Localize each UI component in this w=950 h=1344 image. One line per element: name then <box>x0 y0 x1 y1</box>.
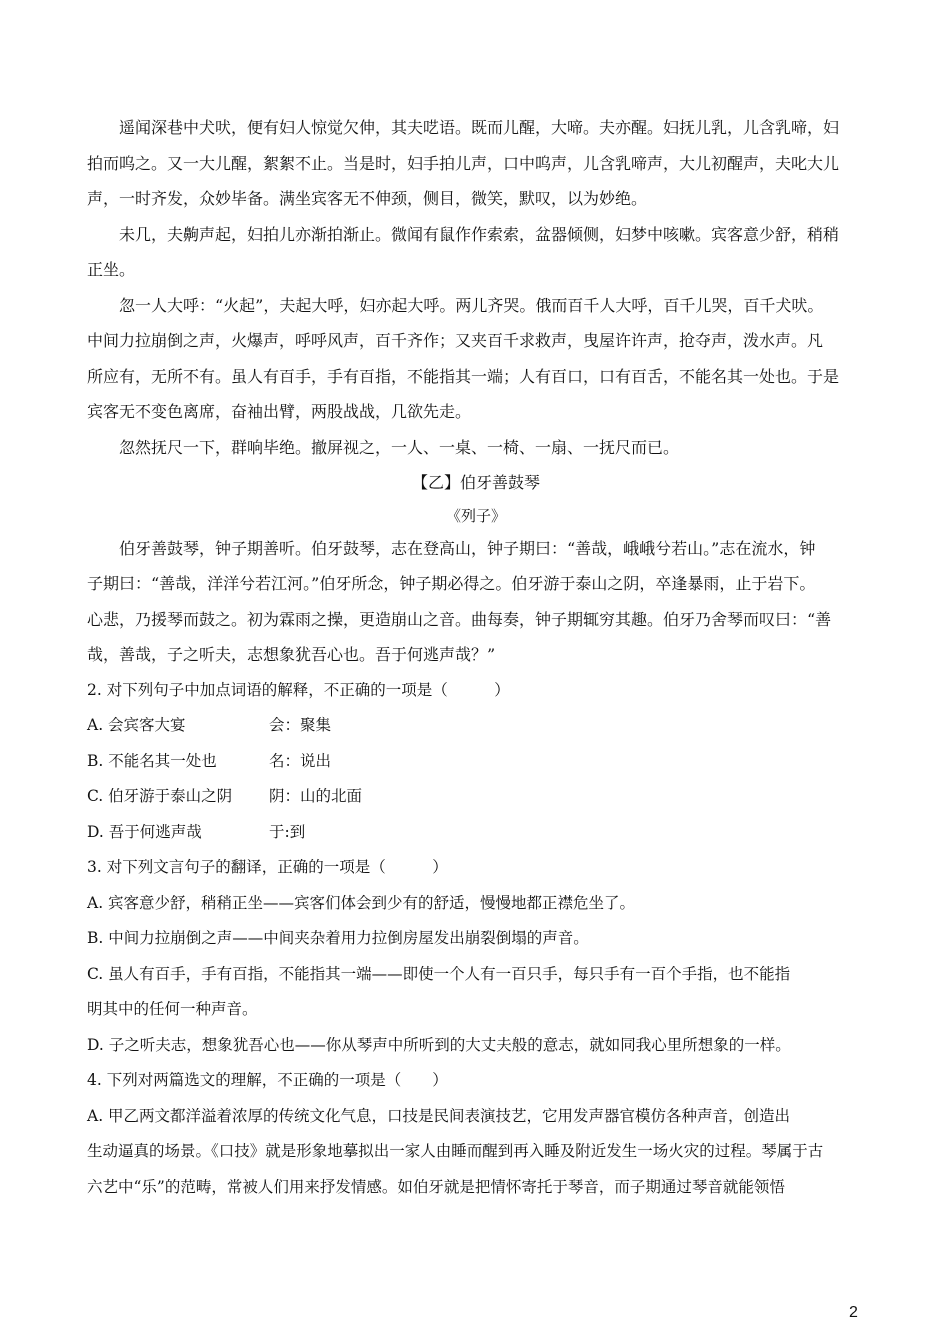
page-content <box>87 110 865 1205</box>
option-sentence: D. 吾于何逃声哉 <box>87 822 202 841</box>
passage-b <box>87 465 865 673</box>
option-row <box>87 708 865 744</box>
text-line: 心悲，乃援琴而鼓之。初为霖雨之操，更造崩山之音。曲每奏，钟子期辄穷其趣。伯牙乃舍琴而叹曰：“善 <box>87 609 832 629</box>
passage-a <box>87 110 865 465</box>
question-2 <box>87 673 865 851</box>
option-line: 六艺中“乐”的范畴，常被人们用来抒发情感。如伯牙就是把情怀寄托于琴音，而子期通过琴音就能领悟 <box>87 1177 785 1196</box>
question-stem: 2. 对下列句子中加点词语的解释，不正确的一项是（ ） <box>87 680 510 699</box>
text-line: 所应有，无所不有。虽人有百手，手有百指，不能指其一端；人有百口，口有百舌，不能名其一处也。于是 <box>87 366 840 386</box>
option-explanation: 名：说出 <box>269 751 332 770</box>
text-line: 忽然抚尺一下，群响毕绝。撤屏视之，一人、一桌、一椅、一扇、一抚尺而已。 <box>119 437 680 457</box>
text-line: 声，一时齐发，众妙毕备。满坐宾客无不伸颈，侧目，微笑，默叹，以为妙绝。 <box>87 189 648 208</box>
option-row <box>87 779 865 815</box>
text-line: 遥闻深巷中犬吠，便有妇人惊觉欠伸，其夫呓语。既而儿醒，大啼。夫亦醒。妇抚儿乳，儿含乳啼，妇 <box>119 118 840 137</box>
option-explanation: 阴：山的北面 <box>269 787 363 805</box>
page-number: 2 <box>849 1304 858 1321</box>
option-row <box>87 815 865 851</box>
text-line: 中间力拉崩倒之声，火爆声，呼呼风声，百千齐作；又夹百千求救声，曳屋许许声，抢夺声，泼水声。凡 <box>87 331 824 350</box>
option-explanation: 于:到 <box>269 822 306 841</box>
option-line: 生动逼真的场景。《口技》就是形象地摹拟出一家人由睡而醒到再入睡及附近发生一场火灾的过程。琴属于古 <box>87 1142 824 1160</box>
text-line: 忽一人大呼：“火起”，夫起大呼，妇亦起大呼。两儿齐哭。俄而百千人大呼，百千儿哭，百千犬吠。 <box>119 295 824 315</box>
text-line: 正坐。 <box>87 260 136 279</box>
question-stem: 3. 对下列文言句子的翻译，正确的一项是（ ） <box>87 858 448 876</box>
passage-b-source: 《列子》 <box>445 506 506 525</box>
text-line: 宾客无不变色离席，奋袖出臂，两股战战，几欲先走。 <box>87 402 472 421</box>
passage-b-title: 【乙】伯牙善鼓琴 <box>411 473 540 492</box>
option-line: B. 中间力拉崩倒之声——中间夹杂着用力拉倒房屋发出崩裂倒塌的声音。 <box>87 929 589 947</box>
question-stem: 4. 下列对两篇选文的理解，不正确的一项是（ ） <box>87 1071 448 1089</box>
option-line: C. 虽人有百手，手有百指，不能指其一端——即使一个人有一百只手，每只手有一百个手指，也不能指 <box>87 964 791 983</box>
question-3 <box>87 850 865 1063</box>
option-sentence: C. 伯牙游于泰山之阴 <box>87 787 233 805</box>
text-line: 子期曰：“善哉，洋洋兮若江河。”伯牙所念，钟子期必得之。伯牙游于泰山之阴，卒逢暴雨，止于岩下。 <box>87 574 816 593</box>
question-4 <box>87 1063 865 1205</box>
option-row <box>87 744 865 780</box>
text-line: 哉，善哉，子之听夫，志想象犹吾心也。吾于何逃声哉？” <box>87 645 496 664</box>
option-line: 明其中的任何一种声音。 <box>87 1000 258 1018</box>
option-explanation: 会：聚集 <box>269 716 332 734</box>
text-line: 拍而呜之。又一大儿醒，絮絮不止。当是时，妇手拍儿声，口中呜声，儿含乳啼声，大儿初醒声，夫叱大儿 <box>87 153 840 173</box>
text-line: 未几，夫齁声起，妇拍儿亦渐拍渐止。微闻有鼠作作索索，盆器倾侧，妇梦中咳嗽。宾客意少舒，稍稍 <box>119 224 840 244</box>
option-sentence: B. 不能名其一处也 <box>87 751 217 770</box>
text-line: 伯牙善鼓琴，钟子期善听。伯牙鼓琴，志在登高山，钟子期曰：“善哉，峨峨兮若山。”志在流水，钟 <box>119 538 816 558</box>
option-line: A. 甲乙两文都洋溢着浓厚的传统文化气息，口技是民间表演技艺，它用发声器官模仿各种声音，创造出 <box>87 1106 791 1125</box>
option-sentence: A. 会宾客大宴 <box>87 716 186 734</box>
option-line: A. 宾客意少舒，稍稍正坐——宾客们体会到少有的舒适，慢慢地都正襟危坐了。 <box>87 893 636 912</box>
option-line: D. 子之听夫志，想象犹吾心也——你从琴声中所听到的大丈夫般的意志，就如同我心里所想象的一样。 <box>87 1035 791 1054</box>
